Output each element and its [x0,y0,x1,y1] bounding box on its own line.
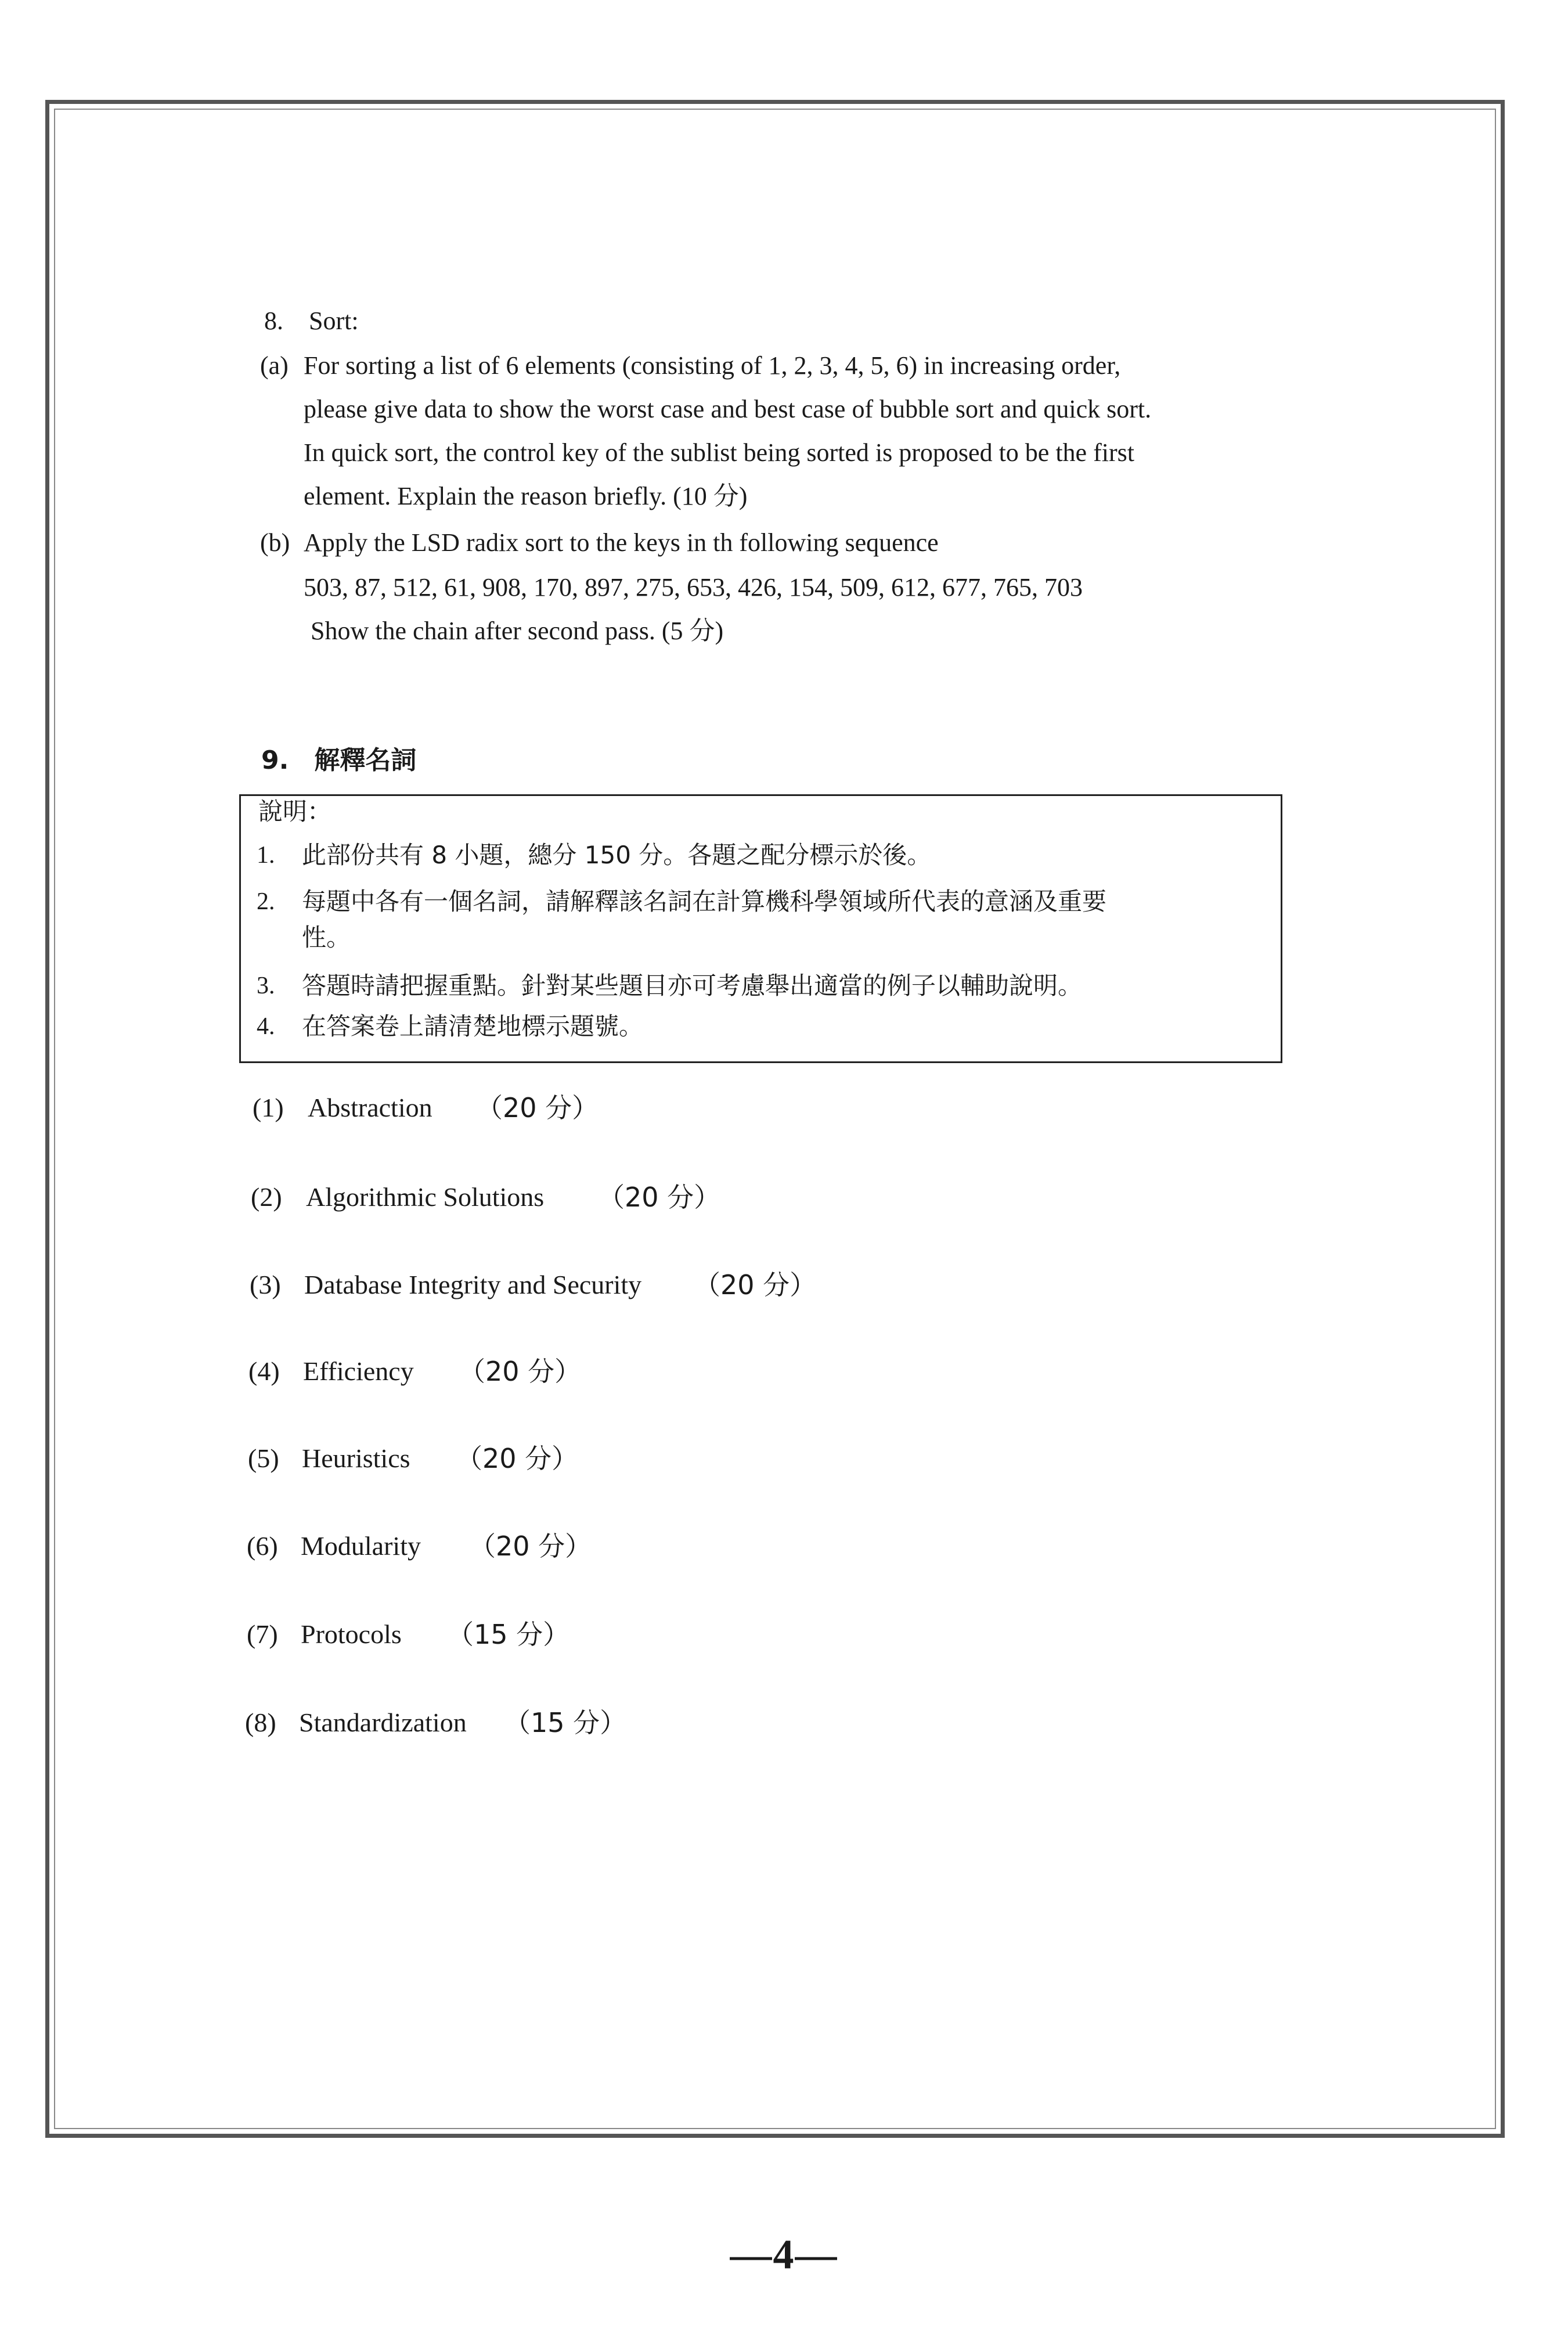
term-score: （20 分） [694,1269,817,1301]
term-score: （20 分） [598,1182,721,1213]
note-number: 4. [257,1013,275,1040]
term-name: Modularity [301,1531,421,1561]
q9-heading: 9. 解釋名詞 [261,746,417,775]
q8-a-label: (a) [260,351,289,380]
term-number: (6) [247,1531,278,1561]
term-number: (2) [251,1182,282,1212]
note-text: 在答案卷上請清楚地標示題號。 [302,1012,644,1040]
term-number: (4) [248,1356,280,1386]
q8-a-line: For sorting a list of 6 elements (consisting of 1, 2, 3, 4, 5, 6) in increasing order, [304,351,1121,380]
q8-b-line: Apply the LSD radix sort to the keys in th following sequence [304,528,939,557]
note-number: 3. [257,973,275,999]
note-text: 性。 [302,923,351,952]
term-name: Efficiency [303,1356,414,1386]
term-number: (1) [253,1093,284,1122]
term-score: （20 分） [469,1530,592,1562]
note-text: 答題時請把握重點。針對某些題目亦可考慮舉出適當的例子以輔助說明。 [302,971,1083,1000]
term-name: Protocols [301,1619,402,1649]
term-score: （15 分） [504,1707,627,1738]
note-number: 1. [257,842,275,869]
term-name: Algorithmic Solutions [306,1182,545,1212]
q8-b-line: Show the chain after second pass. (5 分) [311,617,724,645]
term-number: (7) [247,1619,278,1649]
term-name: Standardization [299,1708,467,1737]
notes-title: 說明： [258,797,332,826]
term-score: （20 分） [459,1356,582,1387]
page-number: —4— [730,2231,838,2278]
term-score: （15 分） [447,1619,570,1650]
q8-b-label: (b) [260,528,290,557]
q8-a-line: In quick sort, the control key of the sublist being sorted is proposed to be the first [304,438,1134,467]
note-text: 此部份共有 8 小題，總分 150 分。各題之配分標示於後。 [302,841,932,869]
note-number: 2. [257,888,275,915]
term-number: (5) [248,1443,279,1473]
term-score: （20 分） [476,1092,599,1123]
term-number: (3) [250,1270,281,1299]
q8-heading: 8. Sort: [264,307,359,335]
term-name: Heuristics [302,1443,410,1473]
term-name: Abstraction [308,1093,432,1122]
term-score: （20 分） [456,1443,579,1474]
q8-a-line: element. Explain the reason briefly. (10 分) [304,482,748,510]
term-name: Database Integrity and Security [304,1270,642,1299]
q8-a-line: please give data to show the worst case and best case of bubble sort and quick sort. [304,395,1152,423]
note-text: 每題中各有一個名詞，請解釋該名詞在計算機科學領域所代表的意涵及重要 [302,887,1107,916]
term-number: (8) [245,1708,276,1737]
q8-b-line: 503, 87, 512, 61, 908, 170, 897, 275, 653, 426, 154, 509, 612, 677, 765, 703 [304,573,1083,602]
